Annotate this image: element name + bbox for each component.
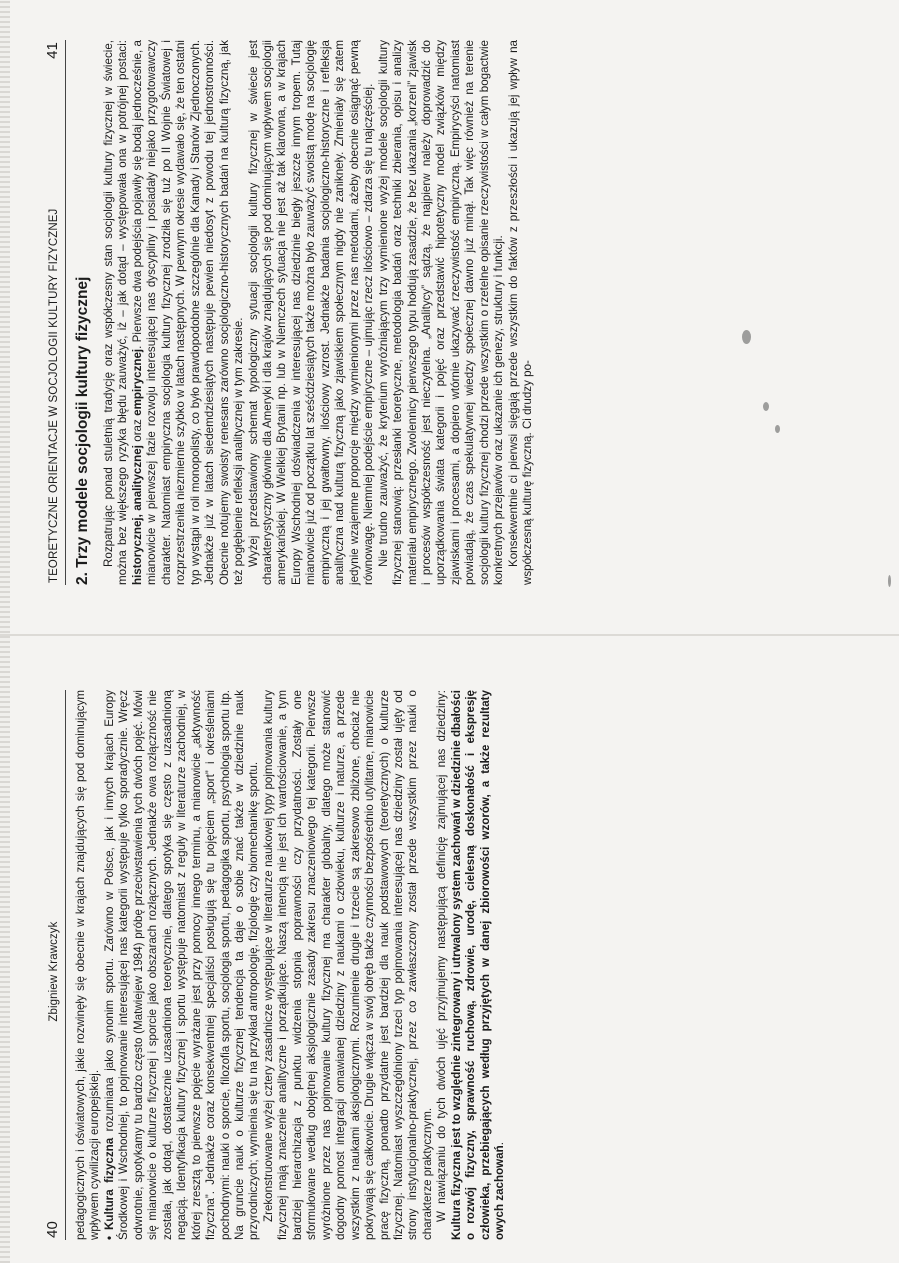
bullet-icon: •: [102, 1235, 116, 1240]
bold-term: historycznej, analitycznej: [130, 445, 144, 585]
text-run: .: [493, 1142, 507, 1146]
page-41: [44, 40, 839, 585]
text-run: oraz: [130, 415, 144, 446]
paragraph: [435, 690, 507, 1240]
body-text: [102, 40, 536, 585]
text-run: Rozpatrując ponad stuletnią tradycję oraz współczesny stan socjologii kultury fizycznej w świecie, można bez większego ryzyka błędu zauważyć, iż – jak dotąd – występowała ona w potrójnej postaci:: [102, 40, 130, 585]
text-run: rozumiana jako synonim sportu. Zarówno w Polsce, jak i innych krajach Europy Środkowej i Wschodniej, to pojmowanie interesującej nas kategorii występuje tylko sporadycznie. Wręcz odwrotnie, spotykamy tu bardzo często (Matwiejew 1984) próbę przeciwstawienia tych dwóch pojęć. Mówi się mianowicie o kulturze fizycznej i sporcie jako obszarach rozłącznych. Jednakże owa rozłączność nie została, jak dotąd, dostatecznie uzasadniona teoretycznie, dlatego spotyka się często z uzasadnioną negacją. Identyfikacja kultury fizycznej i sportu występuje natomiast z reguły w literaturze zachodniej, w której zresztą to pierwsze pojęcie wyrażane jest przy pomocy innego terminu, a mianowicie „aktywność fizyczna”. Jednakże coraz konsekwentniej specjaliści posługują się tu pojęciem „sport” i określeniami pochodnymi: nauki o sporcie, filozofia sportu, socjologia sportu, pedagogika sportu, psychologia sportu itp. Na gruncie nauk o kulturze fizycznej tendencja ta daje o sobie znać także w dziedzinie nauk przyrodniczych; wymienia się tu na przykład antropologię, fizjologię czy biomechanikę sportu.: [102, 690, 261, 1240]
running-head-title: TEORETYCZNE ORIENTACJE W SOCJOLOGII KULTURY FIZYCZNEJ: [48, 208, 60, 583]
running-head: [44, 690, 66, 1240]
text-run: W nawiązaniu do tych dwóch ujęć przyjmujemy następującą definicję zajmującej nas dziedziny:: [435, 690, 449, 1222]
text-run: Konsekwentnie ci pierwsi sięgają przede wszystkim do faktów z przeszłości i ukazują jej wpływ na współczesną kulturę fizyczną. Ci drudzy po-: [506, 40, 535, 585]
body-text: [74, 690, 508, 1240]
paragraph: [507, 40, 536, 585]
text-run: . Pierwsze dwa podejścia pojawiły się bodaj jednocześnie, a mianowicie w pierwszej fazie rozwoju interesującej nas dyscypliny i posiadały niejako przygotowawczy charakter. Natomiast empiryczna socjologia kultury fizycznej zrodziła się tuż po II Wojnie Światowej i rozprzestrzeniła niezmiernie szybko w latach następnych. W pewnym okresie wydawało się, że ten ostatni typ wystąpi w roli monopolisty, co było prawdopodobne szczególnie dla Kanady i Stanów Zjednoczonych. Jednakże już w latach siedemdziesiątych następuje pewien niedosyt z powodu tej jednostronności. Obecnie notujemy swoisty renesans zarówno socjologiczno-historycznych badań na kulturą fizyczną, jak też pogłębienie refleksji analitycznej w tym zakresie.: [130, 40, 246, 585]
text-run: Wyżej przedstawiony schemat typologiczny sytuacji socjologii kultury fizycznej w świecie jest charakterystyczny głównie dla Ameryki i dla krajów znajdujących się pod dominującym wpływem socjologii amerykańskiej. W Wielkiej Brytanii np. lub w Niemczech sytuacja nie jest aż tak klarowna, a w krajach Europy Wschodniej doświadczenia w interesującej nas dziedzinie biegły jeszcze innym tropem. Tutaj mianowicie już od początku lat sześćdziesiątych także można było zauważyć swoistą modę na socjologię empiryczną i jej gwałtowny, ilościowy wzrost. Jednakże badania socjologiczno-historyczne i refleksja analityczna nad kulturą fizyczną jako zjawiskiem społecznym nigdy nie zanikneły. Zmieniały się zatem jedynie wzajemne proporcje między wymienionymi przez nas metodami, ażeby obecnie osiągnąć pewną równowagę. Niemniej podejście empiryczne – ujmując rzecz ilościowo – zdarza się tu najczęściej.: [246, 40, 376, 585]
bold-term: Kultura fizyczna: [102, 1137, 116, 1230]
running-head: [44, 40, 66, 585]
page-number: 41: [44, 42, 61, 59]
paragraph: [377, 40, 507, 585]
text-run: pedagogicznych i oświatowych, jakie rozwinęły się obecnie w krajach znajdujących się pod dominującym wpływem cywilizacji europejskiej.: [74, 690, 102, 1240]
dust-speck: [888, 575, 891, 587]
text-run: Zrekonstruowane wyżej cztery zasadnicze występujące w literaturze naukowej typy pojmowania kultury fizycznej mają znaczenie analityczne i porządkujące. Naszą intencją nie jest ich wartościowanie, a tym bardziej hierarchizacja z punktu widzenia stopnia poprawności czy przydatności. Zostały one sformułowane według obojętnej aksjologicznie zasady zakresu znaczeniowego tej kategorii. Pierwsze wyróżnione przez nas pojmowanie kultury fizycznej ma charakter globalny, dlatego może stanowić dogodny pomost integracji omawianej dziedziny z naukami o człowieku, kulturze i naturze, a przede wszystkim z naukami aksjologicznymi. Rozumienie drugie i trzecie są zakresowo zbliżone, chociaż nie pokrywają się całkowicie. Drugie włącza w swój obręb także czynności bezpośrednio utylitarne, mianowicie pracę fizyczną, ponadto przydatne jest bardziej dla nauk podstawowych (teoretycznych) o kulturze fizycznej. Natomiast wyszczególniony trzeci typ pojmowania interesującej nas dziedziny został ujęty od strony instytucjonalno-praktycznej, przez co zawłaszczony został przede wszystkim przez nauki o charakterze praktycznym.: [261, 690, 434, 1240]
paragraph: [74, 690, 103, 1240]
paragraph: [102, 40, 247, 585]
running-head-author: Zbigniew Krawczyk: [48, 921, 60, 1022]
scan-edge: [0, 0, 10, 1263]
paragraph: [247, 40, 377, 585]
chapter-title: 2. Trzy modele socjologii kultury fizycznej: [74, 276, 91, 585]
book-gutter: [0, 634, 899, 636]
bold-term: Kultura fizyczna jest to względnie zintegrowany i utrwalony system zachowań w dziedzinie dbałości o rozwój fizyczny, sprawność ruchową, zdrowie, urodę, cielesną doskonałość i ekspresję człowieka, przebiegających według przyjętych w danej zbiorowości wzorów, a także rezultaty owych zachowań: [449, 690, 507, 1240]
paragraph: [103, 690, 262, 1240]
paragraph: [262, 690, 435, 1240]
text-run: Nie trudno zauważyć, że kryterium wyróżniającym trzy wymienione wyżej modele socjologii kultury fizycznej stanowią: przesłanki teoretyczne, metodologia badań oraz techniki zbierania, opisu i analizy materiału empirycznego. Zwolennicy pierwszego typu hołdują zasadzie, że bez ukazania „korzeni” zjawisk i procesów współczesność jest nieczytelna. „Analitycy” sądzą, że najpierw należy doprowadzić do uporządkowania świata kategorii i pojęć oraz przedstawić hipotetyczny model związków między zjawiskami i procesami, a dopiero wtórnie ukazywać rzeczywistość empiryczną. Empirycyści natomiast powiadają, że czas spekulatywnej wiedzy społecznej dawno już minął. Tak więc również na terenie socjologii kultury fizycznej chodzi przede wszystkim o rzetelne opisanie rzeczywistości w całym bogactwie konkretnych przejawów oraz ukazanie ich genezy, struktury i funkcji.: [376, 40, 506, 585]
page-number: 40: [44, 1221, 61, 1238]
page-40: [44, 690, 839, 1240]
bold-term: empirycznej: [130, 348, 144, 416]
